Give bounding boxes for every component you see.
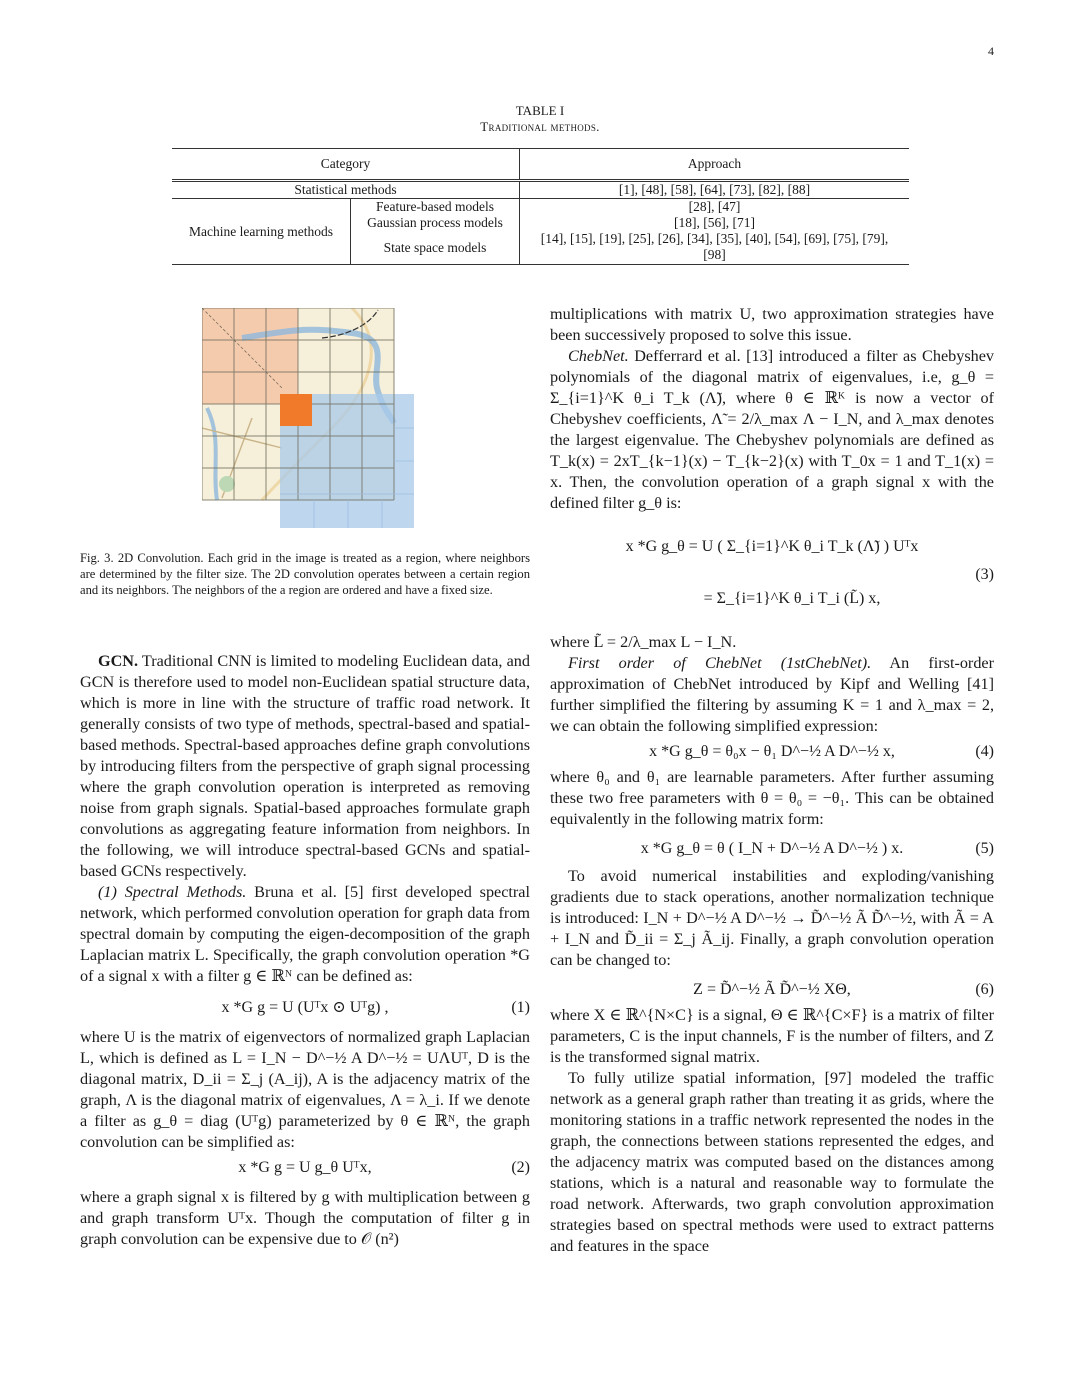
header-approach: Approach [520, 149, 910, 181]
equation-6 [550, 971, 994, 1005]
first-order-text: An first-order approximation of ChebNet introduced by Kipf and Welling [41] further simplified the filtering by assuming K = 1 and λ_max = 2, we can obtain the following simplified expression: [550, 654, 994, 735]
gcn-text: Traditional CNN is limited to modeling Euclidean data, and GCN is therefore used to model non-Euclidean spatial structure data, which is more in line with the structure of traffic road network. It generally consists of two type of methods, spectral-based and spatial-based methods. Spectral-based approaches define graph convolutions by introducing filters from the perspective of graph signal processing where the graph convolution operation is interpreted as removing noise from graph signals. Spatial-based approaches formulate graph convolutions as aggregating feature information from neighbors. In the following, we will introduce spectral-based GCNs and spatial-based GCNs respectively. [80, 652, 530, 880]
continuation-paragraph: multiplications with matrix U, two approximation strategies have been successively proposed to solve this issue. [550, 305, 994, 344]
after-eq4-paragraph: where θ₀ and θ₁ are learnable parameters. After further assuming these two free parameters with θ = θ₀ = −θ₁. This can be obtained equivalently in the following matrix form: [550, 768, 994, 828]
equation-6-number: (6) [975, 981, 994, 998]
equation-1-number: (1) [511, 999, 530, 1016]
chebnet-paragraph [550, 346, 994, 514]
equation-1-body: x *G g = U (Uᵀx ⊙ Uᵀg) , [221, 999, 389, 1016]
page-number: 4 [988, 44, 994, 58]
cell-category: Machine learning methods [172, 199, 351, 265]
cell-approach: [28], [47] [688, 199, 741, 214]
figure-caption: Fig. 3. 2D Convolution. Each grid in the image is treated as a region, where neighbors are determined by the filter size. The 2D convolution operates between a certain region and its neighbors. The neighbors of the a region are ordered and have a fixed size. [80, 551, 530, 597]
traditional-methods-table [172, 148, 909, 265]
equation-5 [550, 830, 994, 866]
left-column [80, 651, 530, 1250]
chebnet-heading: ChebNet. [568, 347, 629, 365]
table-title: Traditional methods. [480, 119, 600, 134]
equation-1 [80, 997, 530, 1027]
first-order-heading: First order of ChebNet (1stChebNet). [568, 654, 872, 672]
cell-subcategory: State space models [351, 231, 520, 265]
equation-2-number: (2) [511, 1159, 530, 1176]
equation-4 [550, 737, 994, 767]
cell-subcategory: Feature-based models [351, 199, 520, 216]
table-row [172, 199, 909, 216]
cell-category: Statistical methods [172, 181, 520, 199]
equation-3-number: (3) [975, 566, 994, 583]
equation-3 [550, 522, 994, 632]
after-eq6-paragraph: where X ∈ ℝ^{N×C} is a signal, Θ ∈ ℝ^{C×F} is a matrix of filter parameters, C is the input channels, F is the number of filters, and Z is the transformed signal matrix. [550, 1006, 994, 1066]
equation-2 [80, 1157, 530, 1187]
table-row [172, 181, 909, 199]
spectral-heading: (1) Spectral Methods. [98, 883, 247, 901]
equation-3-line-1: x *G g_θ = U ( Σ_{i=1}^K θ_i T_k (Λ̃) ) Uᵀx [625, 538, 919, 555]
after-eq1-paragraph: where U is the matrix of eigenvectors of normalized graph Laplacian L, which is defined as L = I_N − D^−½ A D^−½ = UΛUᵀ, D is the diagonal matrix, D_ii = Σ_j (A_ij), A is the adjacency matrix of the graph, Λ is the diagonal matrix of eigenvalues, Λ = λ_i. If we denote a filter as g_θ = diag (Uᵀg) parameterized by θ ∈ ℝᴺ, the graph convolution can be simplified as: [80, 1028, 530, 1151]
header-category: Category [172, 149, 520, 181]
equation-3-line-2: = Σ_{i=1}^K θ_i T_i (L̃) x, [703, 590, 881, 607]
spectral-paragraph [80, 882, 530, 987]
equation-5-body: x *G g_θ = θ ( I_N + D^−½ A D^−½ ) x. [640, 840, 904, 857]
after-eq2-paragraph: where a graph signal x is filtered by g with multiplication between g and graph transform Uᵀx. Though the computation of filter g in graph convolution can be expensive due to 𝒪 (n²) [80, 1188, 530, 1248]
after-eq3-text: where L̃ = 2/λ_max L − I_N. [550, 633, 737, 651]
figure-2d-convolution [202, 308, 414, 528]
cell-subcategory: Gaussian process models [351, 215, 520, 231]
chebnet-text: Defferrard et al. [13] introduced a filter as Chebyshev polynomials of the diagonal matrix of eigenvalues, i.e, g_θ = Σ_{i=1}^K θ_i T_k (Λ̃), where θ ∈ ℝᴷ is now a vector of Chebyshev coefficients, Λ̃ = 2/λ_max Λ − I_N, and λ_max denotes the largest eigenvalue. The Chebyshev polynomials are defined as T_k(x) = 2xT_{k−1}(x) − T_{k−2}(x) with T_0x = 1 and T_1(x) = x. Then, the convolution operation of a graph signal x with the defined filter g_θ is: [550, 347, 994, 512]
equation-5-number: (5) [975, 840, 994, 857]
convolution-grid-illustration [202, 308, 414, 528]
cell-approach: [1], [48], [58], [64], [73], [82], [88] [520, 181, 910, 199]
equation-6-body: Z = D̃^−½ Ã D̃^−½ XΘ, [693, 981, 851, 998]
spectral-text: Bruna et al. [5] first developed spectral network, which performed convolution operation for graph data from spectral domain by computing the eigen-decomposition of the graph Laplacian matrix L. Specifically, the graph convolution operation *G of a signal x with a filter g ∈ ℝᴺ can be defined as: [80, 883, 530, 985]
gcn-paragraph [80, 651, 530, 882]
equation-4-body: x *G g_θ = θ₀x − θ₁ D^−½ A D^−½ x, [649, 743, 895, 760]
normalization-paragraph: To avoid numerical instabilities and exploding/vanishing gradients due to stack operations, another normalization technique is introduced: I_N + D^−½ A D^−½ → D̃^−½ Ã D̃^−½, with Ã = A + I_N and D̃_ii = Σ_j Ã_ij. Finally, a graph convolution operation can be changed to: [550, 867, 994, 969]
right-column [550, 304, 994, 1257]
table-header-row [172, 149, 909, 181]
equation-4-number: (4) [975, 743, 994, 760]
first-order-paragraph [550, 653, 994, 737]
table-label: TABLE I [515, 103, 565, 118]
cell-approach: [18], [56], [71] [674, 215, 755, 230]
equation-2-body: x *G g = U g_θ Uᵀx, [238, 1159, 372, 1176]
gcn-heading: GCN. [98, 652, 139, 670]
cell-approach: [14], [15], [19], [25], [26], [34], [35], [40], [54], [69], [75], [79], [98] [520, 231, 910, 265]
spatial-info-paragraph: To fully utilize spatial information, [97] modeled the traffic network as a general graph rather than treating it as grids, where the monitoring stations in a traffic network represented the nodes in the graph, the connections between stations represented the edges, and the adjacency matrix was computed based on the distances among stations, which is a natural and reasonable way to formulate the road network. Afterwards, two graph convolution approximation strategies based on spectral methods were used to extract patterns and features in the space [550, 1069, 994, 1255]
table-caption [0, 103, 1080, 135]
